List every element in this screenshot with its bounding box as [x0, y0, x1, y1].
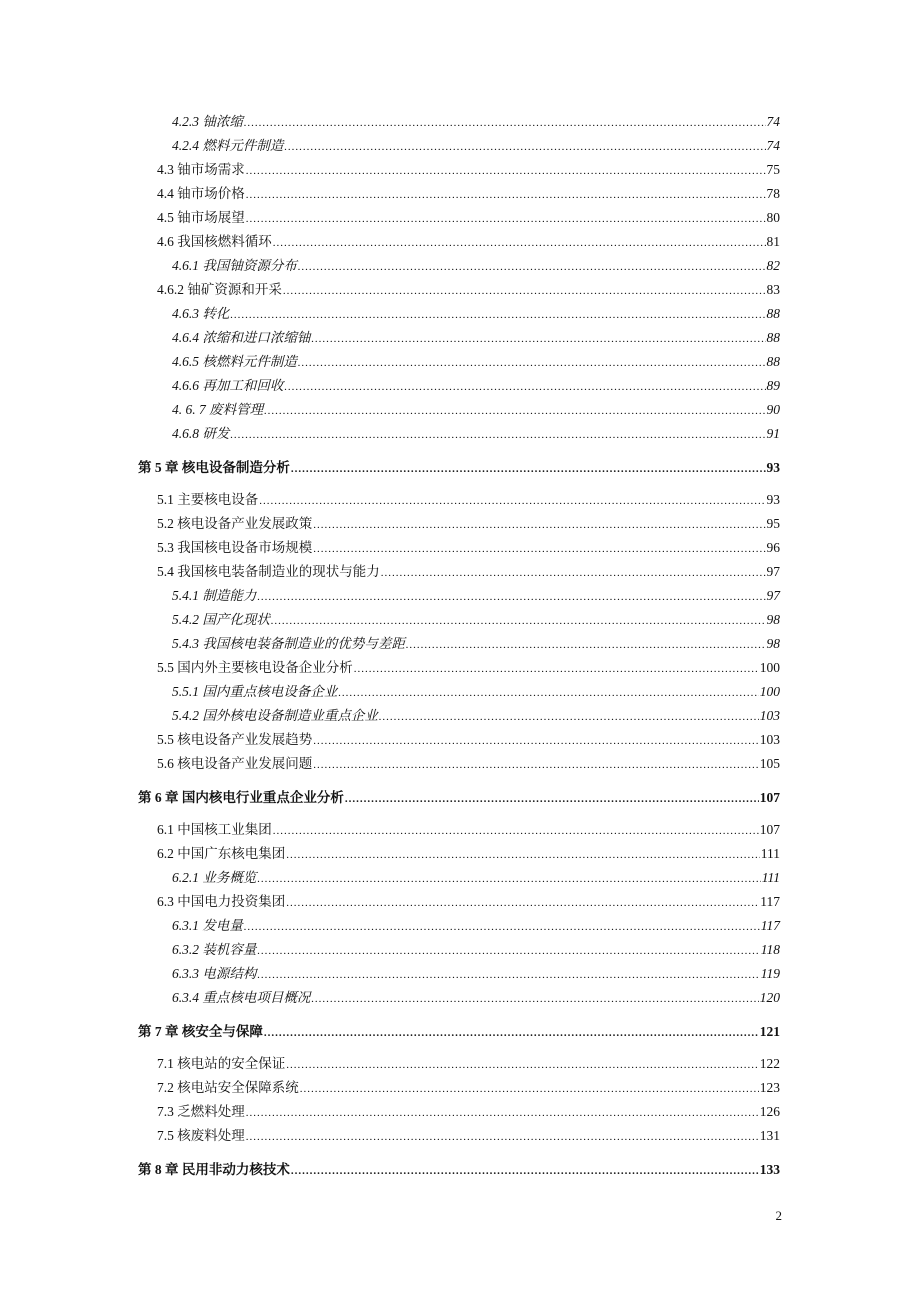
toc-entry-page: 74	[766, 138, 780, 153]
toc-entry-page: 88	[766, 306, 780, 321]
toc-entry-title: 5.4 我国核电装备制造业的现状与能力	[157, 564, 380, 579]
toc-entry-page: 111	[761, 870, 780, 885]
toc-entry-page: 119	[760, 966, 780, 981]
toc-entry-title: 7.5 核废料处理	[157, 1128, 245, 1143]
toc-entry[interactable]	[172, 377, 780, 395]
toc-entry[interactable]	[157, 845, 780, 863]
toc-dot-leader	[244, 918, 760, 936]
toc-entry-title: 4.6.8 研发	[172, 426, 230, 441]
toc-entry-title: 5.5 国内外主要核电设备企业分析	[157, 660, 353, 675]
toc-entry[interactable]	[172, 329, 780, 347]
toc-dot-leader	[230, 306, 765, 324]
toc-entry-page: 75	[766, 162, 780, 177]
toc-entry-page: 107	[759, 822, 780, 837]
toc-dot-leader	[313, 732, 759, 750]
toc-dot-leader	[271, 612, 766, 630]
toc-entry-title: 6.2 中国广东核电集团	[157, 846, 286, 861]
toc-dot-leader	[379, 708, 759, 726]
toc-dot-leader	[284, 138, 765, 156]
toc-entry-title: 5.4.2 国外核电设备制造业重点企业	[172, 708, 378, 723]
toc-dot-leader	[286, 846, 760, 864]
toc-entry[interactable]	[172, 917, 780, 935]
toc-entry-title: 5.2 核电设备产业发展政策	[157, 516, 313, 531]
toc-entry-page: 74	[766, 114, 780, 129]
toc-dot-leader	[406, 636, 766, 654]
toc-dot-leader	[345, 790, 759, 808]
toc-entry-page: 93	[766, 492, 780, 507]
toc-entry-page: 107	[759, 790, 780, 805]
toc-entry-page: 117	[760, 894, 780, 909]
toc-entry-title: 5.5 核电设备产业发展趋势	[157, 732, 313, 747]
toc-entry-page: 122	[759, 1056, 780, 1071]
toc-dot-leader	[283, 282, 766, 300]
toc-entry[interactable]	[172, 401, 780, 419]
toc-entry[interactable]	[172, 257, 780, 275]
toc-entry[interactable]	[172, 305, 780, 323]
toc-dot-leader	[291, 1162, 759, 1180]
toc-dot-leader	[246, 162, 766, 180]
toc-entry-page: 97	[766, 588, 780, 603]
toc-entry-page: 93	[766, 460, 780, 475]
toc-entry-title: 4.6.1 我国铀资源分布	[172, 258, 297, 273]
toc-entry[interactable]	[157, 1079, 780, 1097]
toc-entry-title: 4.6.5 核燃料元件制造	[172, 354, 297, 369]
toc-dot-leader	[246, 210, 766, 228]
toc-entry[interactable]	[157, 563, 780, 581]
toc-entry-page: 98	[766, 636, 780, 651]
toc-entry-title: 6.2.1 业务概览	[172, 870, 257, 885]
toc-entry-title: 5.6 核电设备产业发展问题	[157, 756, 313, 771]
toc-chapter-entry[interactable]	[138, 1023, 780, 1041]
toc-entry-title: 第 5 章 核电设备制造分析	[138, 460, 290, 475]
toc-entry[interactable]	[157, 161, 780, 179]
toc-dot-leader	[313, 516, 765, 534]
toc-entry-page: 91	[766, 426, 780, 441]
toc-entry[interactable]	[172, 425, 780, 443]
toc-entry-page: 88	[766, 354, 780, 369]
toc-dot-leader	[313, 540, 765, 558]
toc-entry[interactable]	[172, 611, 780, 629]
toc-entry-page: 89	[766, 378, 780, 393]
toc-entry-title: 4.3 铀市场需求	[157, 162, 245, 177]
toc-dot-leader	[284, 378, 765, 396]
toc-entry-page: 90	[766, 402, 780, 417]
toc-dot-leader	[381, 564, 766, 582]
toc-entry-title: 6.3 中国电力投资集团	[157, 894, 286, 909]
toc-entry-page: 133	[759, 1162, 780, 1177]
toc-dot-leader	[257, 942, 759, 960]
toc-dot-leader	[246, 186, 766, 204]
toc-dot-leader	[244, 114, 766, 132]
toc-entry[interactable]	[172, 965, 780, 983]
toc-entry-page: 81	[766, 234, 780, 249]
toc-dot-leader	[259, 492, 765, 510]
toc-entry-title: 6.3.3 电源结构	[172, 966, 257, 981]
toc-entry-page: 95	[766, 516, 780, 531]
toc-entry[interactable]	[172, 941, 780, 959]
toc-chapter-entry[interactable]	[138, 459, 780, 477]
toc-entry-title: 5.4.1 制造能力	[172, 588, 257, 603]
toc-entry[interactable]	[157, 731, 780, 749]
toc-entry-page: 120	[759, 990, 780, 1005]
toc-dot-leader	[298, 354, 766, 372]
toc-entry-title: 第 8 章 民用非动力核技术	[138, 1162, 290, 1177]
toc-dot-leader	[311, 330, 765, 348]
toc-entry-page: 111	[760, 846, 780, 861]
toc-entry-title: 第 7 章 核安全与保障	[138, 1024, 263, 1039]
toc-entry[interactable]	[157, 539, 780, 557]
toc-entry-title: 6.3.2 装机容量	[172, 942, 257, 957]
toc-dot-leader	[298, 258, 766, 276]
toc-entry-page: 103	[759, 732, 780, 747]
toc-dot-leader	[286, 1056, 759, 1074]
toc-entry[interactable]	[172, 869, 780, 887]
toc-entry[interactable]	[172, 353, 780, 371]
toc-entry-page: 123	[759, 1080, 780, 1095]
toc-entry[interactable]	[157, 1055, 780, 1073]
toc-entry-page: 126	[759, 1104, 780, 1119]
toc-dot-leader	[338, 684, 758, 702]
toc-entry[interactable]	[157, 755, 780, 773]
toc-dot-leader	[354, 660, 759, 678]
toc-dot-leader	[264, 402, 765, 420]
toc-entry-page: 100	[759, 684, 780, 699]
toc-entry-page: 80	[766, 210, 780, 225]
toc-entry-page: 97	[766, 564, 780, 579]
toc-entry[interactable]	[172, 989, 780, 1007]
toc-entry-title: 5.4.2 国产化现状	[172, 612, 270, 627]
toc-entry[interactable]	[172, 683, 780, 701]
toc-dot-leader	[246, 1104, 759, 1122]
toc-entry-title: 7.1 核电站的安全保证	[157, 1056, 286, 1071]
toc-entry[interactable]	[157, 233, 780, 251]
toc-entry[interactable]	[172, 707, 780, 725]
toc-dot-leader	[264, 1024, 759, 1042]
toc-entry[interactable]	[157, 659, 780, 677]
toc-entry[interactable]	[157, 209, 780, 227]
toc-entry-title: 第 6 章 国内核电行业重点企业分析	[138, 790, 344, 805]
toc-dot-leader	[257, 966, 759, 984]
toc-dot-leader	[273, 234, 766, 252]
toc-entry-page: 78	[766, 186, 780, 201]
toc-entry[interactable]	[157, 1127, 780, 1145]
toc-entry-title: 4.4 铀市场价格	[157, 186, 245, 201]
toc-entry-page: 100	[759, 660, 780, 675]
toc-entry-page: 103	[759, 708, 780, 723]
toc-entry[interactable]	[157, 821, 780, 839]
toc-entry[interactable]	[157, 281, 780, 299]
toc-entry-title: 5.3 我国核电设备市场规模	[157, 540, 313, 555]
toc-entry-title: 7.2 核电站安全保障系统	[157, 1080, 299, 1095]
toc-dot-leader	[246, 1128, 759, 1146]
toc-entry-title: 4.2.3 铀浓缩	[172, 114, 243, 129]
toc-entry-title: 7.3 乏燃料处理	[157, 1104, 245, 1119]
toc-entry[interactable]	[172, 137, 780, 155]
toc-entry[interactable]	[157, 515, 780, 533]
toc-entry-title: 4.6.2 铀矿资源和开采	[157, 282, 282, 297]
toc-entry-page: 88	[766, 330, 780, 345]
toc-entry[interactable]	[172, 113, 780, 131]
toc-entry-title: 4. 6. 7 废料管理	[172, 402, 264, 417]
toc-entry-title: 4.2.4 燃料元件制造	[172, 138, 284, 153]
toc-dot-leader	[291, 460, 766, 478]
toc-entry[interactable]	[157, 893, 780, 911]
toc-entry[interactable]	[172, 635, 780, 653]
toc-dot-leader	[300, 1080, 759, 1098]
toc-entry-title: 4.6.3 转化	[172, 306, 230, 321]
toc-entry-page: 82	[766, 258, 780, 273]
toc-chapter-entry[interactable]	[138, 1161, 780, 1179]
toc-dot-leader	[257, 588, 765, 606]
toc-entry[interactable]	[157, 1103, 780, 1121]
toc-entry-page: 96	[766, 540, 780, 555]
toc-entry-title: 5.5.1 国内重点核电设备企业	[172, 684, 338, 699]
toc-dot-leader	[230, 426, 765, 444]
toc-entry-title: 5.1 主要核电设备	[157, 492, 259, 507]
toc-entry-page: 121	[759, 1024, 780, 1039]
toc-dot-leader	[311, 990, 758, 1008]
toc-dot-leader	[286, 894, 759, 912]
toc-entry-title: 4.6 我国核燃料循环	[157, 234, 272, 249]
toc-entry-page: 118	[760, 942, 780, 957]
toc-entry-title: 5.4.3 我国核电装备制造业的优势与差距	[172, 636, 405, 651]
toc-dot-leader	[257, 870, 760, 888]
toc-entry-page: 117	[760, 918, 780, 933]
toc-entry-page: 131	[759, 1128, 780, 1143]
toc-entry-title: 6.1 中国核工业集团	[157, 822, 272, 837]
toc-dot-leader	[273, 822, 759, 840]
toc-entry-title: 4.5 铀市场展望	[157, 210, 245, 225]
toc-entry[interactable]	[172, 587, 780, 605]
toc-entry-title: 6.3.1 发电量	[172, 918, 243, 933]
toc-entry-page: 98	[766, 612, 780, 627]
toc-entry-page: 83	[766, 282, 780, 297]
toc-entry-page: 105	[759, 756, 780, 771]
toc-entry-title: 4.6.6 再加工和回收	[172, 378, 284, 393]
toc-dot-leader	[313, 756, 759, 774]
page-number: 2	[775, 1208, 782, 1223]
toc-entry-title: 6.3.4 重点核电项目概况	[172, 990, 311, 1005]
toc-entry[interactable]	[157, 185, 780, 203]
toc-entry-title: 4.6.4 浓缩和进口浓缩铀	[172, 330, 311, 345]
toc-chapter-entry[interactable]	[138, 789, 780, 807]
toc-entry[interactable]	[157, 491, 780, 509]
